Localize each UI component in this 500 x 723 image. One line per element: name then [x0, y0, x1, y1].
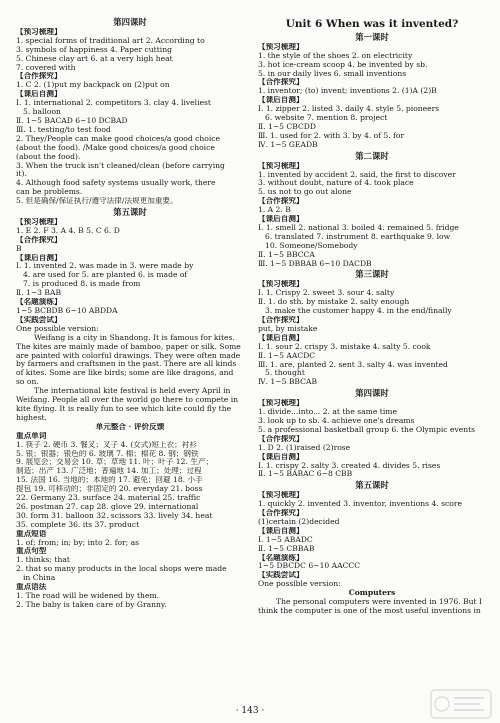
answer-line: 1. divide...into... 2. at the same time [258, 408, 397, 417]
answer-line: 1. quickly 2. invented 3. inventor, inventions 4. score [258, 500, 462, 509]
answer-line: 1. 筷子 2. 硬币 3. 餐叉；叉子 4. (女式)短上衣；衬衫 [16, 440, 197, 449]
practice-tag: 【实践尝试】 [258, 571, 304, 580]
answer-line: 提包 19. 可移动的；非固定的 20. everyday 21. boss [16, 485, 203, 494]
page-number: · 143 · [235, 706, 265, 716]
answer-line: 7. covered with [16, 63, 76, 72]
answer-line: Ⅱ. 1~3 BAB [16, 289, 62, 298]
unit-title: Unit 6 When was it invented? [285, 18, 459, 30]
answer-line: Ⅳ. 1~5 GEADB [258, 140, 318, 149]
selftest-tag: 【课后自测】 [258, 215, 304, 224]
preview-tag: 【预习梳理】 [258, 280, 304, 289]
period3-title: 第三课时 [355, 269, 389, 280]
answer-line: 3. make the customer happy 4. in the end/finally [265, 307, 452, 316]
answer-line: put, by mistake [258, 324, 318, 333]
period1-title: 第一课时 [355, 31, 389, 42]
answer-line: 30. form 31. balloon 32. scissors 33. lively 34. heat [16, 511, 213, 520]
answer-line: 2. that so many products in the local shops were made [16, 565, 227, 574]
answer-line: (about the food). [16, 152, 81, 161]
answer-line: 2. The baby is taken care of by Granny. [16, 600, 167, 609]
words-tag: 重点单词 [16, 431, 47, 440]
answer-line: Ⅰ. 1. invented 2. was made in 3. were made by [16, 262, 194, 271]
coop-tag: 【合作探究】 [258, 316, 304, 324]
answer-line: 3. symbols of happiness 4. Paper cutting [16, 45, 172, 54]
answer-line: Ⅰ. 1. zipper 2. listed 3. daily 4. style 5. pioneers [258, 105, 440, 114]
preview-tag: 【预习梳理】 [258, 399, 304, 408]
coop-tag: 【合作探究】 [258, 434, 304, 443]
coop-tag: 【合作探究】 [258, 197, 304, 206]
answer-line: 1. special forms of traditional art 2. According to [16, 36, 205, 45]
preview-tag: 【预习梳理】 [16, 217, 62, 226]
period4-title: 第四课时 [355, 388, 389, 399]
selftest-tag: 【课后自测】 [258, 96, 304, 105]
period4-title: 第四课时 [113, 17, 147, 27]
answer-line: 6. website 7. mention 8. project [265, 114, 388, 123]
answer-line: Ⅰ. 1. sour 2. crispy 3. mistake 4. salty 5. cook [258, 342, 431, 351]
answer-line: 6. translated 7. instrument 8. earthquake 9. low [265, 232, 451, 241]
watermark-stamp-icon [430, 689, 492, 719]
right-column [258, 16, 486, 616]
answer-line: Ⅱ. 1. do sth. by mistake 2. salty enough [258, 298, 410, 307]
answer-line: 15. 法国 16. 当地的；本地的 17. 避免；回避 18. 小手 [16, 476, 203, 485]
answer-line: Ⅰ. 1~5 ABADC [258, 535, 313, 544]
answer-line: 2. They/People can make good choices/a good choice [16, 134, 221, 143]
answer-line: 22. Germany 23. surface 24. material 25. traffic [16, 494, 201, 503]
answer-line: 5. a professional basketball group 6. the Olympic events [258, 425, 476, 434]
answer-line: 5. Chinese clay art 6. at a very high heat [16, 54, 173, 63]
mock-tag: 【名题演练】 [16, 298, 62, 307]
selftest-tag: 【课后自测】 [16, 253, 62, 262]
answer-line: Ⅰ. 1. smell 2. national 3. boiled 4. remained 5. fridge [258, 223, 459, 232]
answer-line: 4. Although food safety systems usually work, there [16, 179, 216, 188]
answer-line: 7. is produced 8. is made from [23, 280, 141, 289]
coop-tag: 【合作探究】 [16, 235, 62, 244]
practice-tag: 【实践尝试】 [16, 315, 62, 324]
answer-line: Ⅰ. 1. Crispy 2. sweet 3. sour 4. salty [258, 289, 395, 298]
essay-paragraph: The international kite festival is held every April in Weifang. People all over the world go there to compete in kite flying. It is really fun to see which kite could fly the highest. [16, 386, 239, 422]
answer-line: 1. A 2. B [258, 206, 291, 215]
answer-line: 5. thought [265, 369, 305, 378]
answer-line: 3. look up to sb. 4. achieve one's dreams [258, 416, 415, 425]
unit-review-title: 单元整合 · 评价反馈 [95, 422, 165, 431]
left-column [16, 16, 244, 610]
period2-title: 第二课时 [355, 150, 389, 161]
grammar-tag: 重点语法 [16, 583, 47, 592]
answer-line: 5. 但是确保/保证执行/遵守法律/法规更加重要。 [16, 197, 178, 206]
answer-line: 1. thinks; that [16, 556, 70, 565]
answer-line: Ⅱ. 1~5 AACDC [258, 351, 316, 360]
answer-line: (about the food). /Make good choices/a good choice [16, 143, 215, 152]
answer-line: 35. complete 36. its 37. product [16, 520, 140, 529]
answer-line: Ⅲ. 1. testing/to test food [16, 125, 111, 134]
answer-line: Ⅲ. 1. are, planted 2. sent 3. salty 4. was invented [258, 360, 448, 369]
answer-line: 5. 银；银器；银色的 6. 玻璃 7. 棉；棉花 8. 钢；钢铁 [16, 449, 199, 458]
preview-tag: 【预习梳理】 [258, 491, 304, 500]
answer-line: in China [23, 574, 56, 583]
answer-line: can be problems. [16, 188, 83, 197]
period5-title: 第五课时 [113, 207, 147, 218]
answer-line: 3. When the truck isn't cleaned/clean (before carrying [16, 161, 225, 170]
mock-tag: 【名题演练】 [258, 553, 304, 562]
answer-line: Ⅱ. 1~5 CBBAB [258, 544, 315, 553]
sentences-tag: 重点句型 [16, 547, 47, 556]
answer-line: it). [16, 170, 27, 179]
answer-line: Ⅰ. 1. crispy 2. salty 3. created 4. divides 5. rises [258, 461, 441, 470]
answer-line: 9. 展览会；交易会 10. 草；草地 11. 叶；叶子 12. 生产； [16, 458, 214, 467]
answer-line: Ⅲ. 1~5 DBBAB 6~10 DACDB [258, 259, 372, 268]
answer-line: Ⅱ. 1~5 BABAC 6~8 CBB [258, 470, 353, 479]
answer-line: 1. the style of the shoes 2. on electricity [258, 51, 413, 60]
answer-line: (1)certain (2)decided [258, 517, 340, 526]
coop-tag: 【合作探究】 [258, 509, 304, 518]
selftest-tag: 【课后自测】 [16, 90, 62, 99]
answer-line: 1. C 2. (1)put my backpack on (2)put on [16, 81, 170, 90]
answer-line: 1. invented by accident 2. said, the first to discover [258, 170, 456, 179]
answer-line: 1. E 2. F 3. A 4. B 5. C 6. D [16, 226, 120, 235]
answer-line: 1~5 BCBDB 6~10 ABDDA [16, 307, 118, 315]
answer-line: 1. D 2. (1)raised (2)rose [258, 443, 351, 452]
selftest-tag: 【课后自测】 [258, 452, 304, 461]
answer-line: 3. hot ice-cream scoop 4. be invented by sb. [258, 60, 428, 69]
answer-line: 4. are used for 5. are planted 6. is made of [23, 271, 188, 280]
answer-line: 10. Someone/Somebody [265, 241, 358, 250]
preview-tag: 【预习梳理】 [258, 42, 304, 51]
answer-line: 5. balloon [23, 108, 61, 117]
practice-intro: One possible version: [258, 580, 341, 589]
answer-line: 1~5 DBCDC 6~10 AACCC [258, 562, 361, 571]
essay-paragraph: The personal computers were invented in 1976. But I think the computer is one of the most useful inventions in [258, 597, 483, 615]
selftest-tag: 【课后自测】 [258, 333, 304, 342]
answer-line: 5. in our daily lives 6. small inventions [258, 69, 407, 78]
answer-line: Ⅱ. 1~5 BACAD 6~10 DCBAD [16, 116, 128, 125]
phrases-tag: 重点短语 [16, 529, 47, 538]
preview-tag: 【预习梳理】 [16, 27, 62, 36]
answer-line: Ⅰ. 1. international 2. competitors 3. clay 4. liveliest [16, 99, 211, 108]
essay-paragraph: Weifang is a city in Shandong. It is famous for kites. The kites are mainly made of bamboo, paper or silk. Some are painted with colorful drawings. They were often made by farmers and craftsmen in the past. There are all kinds of kites. Some are like birds; some are like dragons, and so on. [16, 332, 241, 387]
coop-tag: 【合作探究】 [16, 72, 62, 81]
preview-tag: 【预习梳理】 [258, 161, 304, 170]
coop-tag: 【合作探究】 [258, 78, 304, 87]
answer-line: 3. without doubt, nature of 4. took place [258, 179, 414, 188]
answer-line: Ⅱ. 1~5 BBCCA [258, 250, 315, 259]
period5-title: 第五课时 [355, 480, 389, 491]
answer-line: 1. inventor; (to) invent; inventions 2. (1)A (2)B [258, 87, 437, 96]
answer-line: Ⅳ. 1~5 BBCAB [258, 378, 318, 387]
answer-line: 1. The road will be widened by them. [16, 592, 160, 600]
selftest-tag: 【课后自测】 [258, 526, 304, 535]
essay-title: Computers [348, 589, 396, 598]
answer-line: 5. us not to go out alone [258, 188, 352, 197]
answer-line: B [16, 244, 22, 253]
answer-line: Ⅲ. 1. used for 2. with 3. by 4. of 5. for [258, 131, 405, 140]
answer-line: 26. postman 27. cap 28. glove 29. international [16, 502, 199, 511]
answer-line: Ⅱ. 1~5 CBCDD [258, 122, 316, 131]
answer-line: 制造；出产 13. 广泛地；普遍地 14. 加工；处理；过程 [16, 467, 202, 476]
answer-line: 1. of; from; in; by; into 2. for; as [16, 538, 140, 547]
practice-intro: One possible version: [16, 324, 99, 333]
